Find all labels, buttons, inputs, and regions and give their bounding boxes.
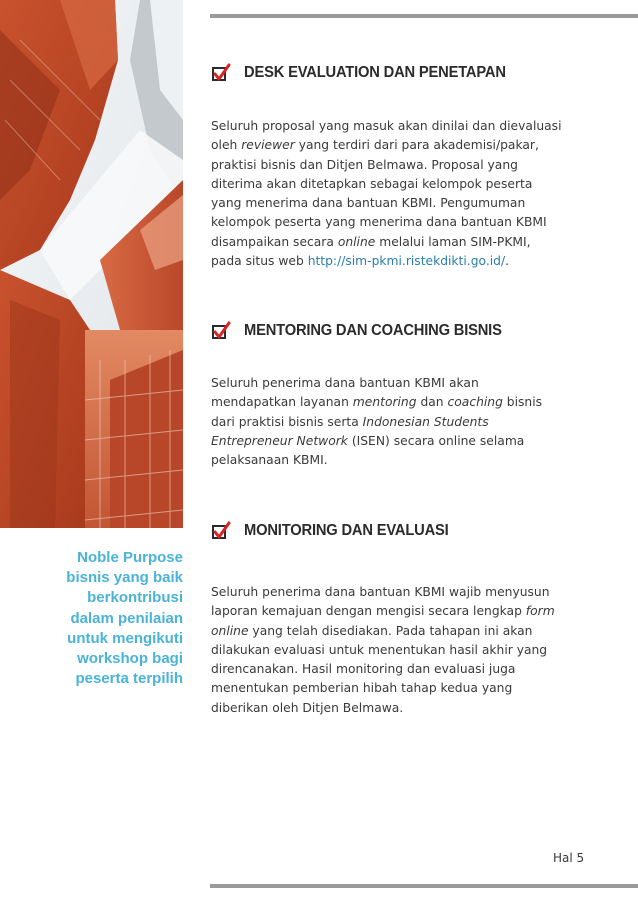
section-paragraph [211,117,591,271]
section-heading [211,518,466,544]
sim-pkmi-link[interactable]: http://sim-pkmi.ristekdikti.go.id/ [307,254,506,269]
paragraph-line: pelaksanaan KBMI. [211,453,328,468]
section-title: DESK EVALUATION DAN PENETAPAN [244,64,506,81]
paragraph-line: Seluruh penerima dana bantuan KBMI akan [211,376,479,390]
pull-quote-line: bisnis yang baik [66,569,183,587]
paragraph-line: dilakukan evaluasi untuk menentukan hasil akhir yang [211,642,548,657]
paragraph-line: praktisi bisnis dan Ditjen Belmawa. Proposal yang [211,157,518,172]
section-paragraph [211,583,591,718]
paragraph-line: kelompok peserta yang menerima dana bantuan KBMI [211,215,547,230]
paragraph-line: laporan kemajuan dengan mengisi secara lengkap form [211,604,555,619]
page-number: Hal 5 [553,851,585,865]
top-rule [210,14,638,18]
checkbox-icon [211,320,233,342]
paragraph-line: Seluruh penerima dana bantuan KBMI wajib menyusun [211,585,550,599]
section-heading [211,318,524,344]
section-paragraph [211,374,591,470]
pull-quote-line: berkontribusi [87,589,183,607]
section-title: MENTORING DAN COACHING BISNIS [244,322,502,339]
pull-quote-line: dalam penilaian [70,609,183,627]
paragraph-line: diterima akan ditetapkan sebagai kelompok peserta [211,176,533,191]
pull-quote-line: peserta terpilih [75,670,183,688]
paragraph-line: oleh reviewer yang terdiri dari para akademisi/pakar, [211,138,539,153]
pull-quote-line: Noble Purpose [77,549,183,566]
pull-quote [50,548,183,689]
paragraph-line: direncanakan. Hasil monitoring dan evaluasi juga [211,662,516,677]
paragraph-line: yang menerima dana bantuan KBMI. Pengumuman [211,196,526,211]
paragraph-line: menentukan pemberian hibah tahap kedua yang [211,681,513,696]
architecture-photo [0,0,183,528]
paragraph-line: diberikan oleh Ditjen Belmawa. [211,700,404,715]
checkbox-icon [211,62,233,84]
paragraph-line: Seluruh proposal yang masuk akan dinilai dan dievaluasi [211,119,562,133]
paragraph-line: pada situs web http://sim-pkmi.ristekdikti.go.id/. [211,254,510,269]
pull-quote-line: untuk mengikuti [67,629,183,647]
section-title: MONITORING DAN EVALUASI [244,522,449,539]
paragraph-line: dari praktisi bisnis serta Indonesian Students [211,414,489,429]
paragraph-line: mendapatkan layanan mentoring dan coaching bisnis [211,395,543,410]
pull-quote-line: workshop bagi [77,650,183,668]
bottom-rule [210,884,638,888]
paragraph-line: online yang telah disediakan. Pada tahapan ini akan [211,623,533,638]
paragraph-line: disampaikan secara online melalui laman SIM-PKMI, [211,234,531,249]
paragraph-line: Entrepreneur Network (ISEN) secara online selama [211,433,525,448]
checkbox-icon [211,520,233,542]
section-heading [211,60,529,86]
